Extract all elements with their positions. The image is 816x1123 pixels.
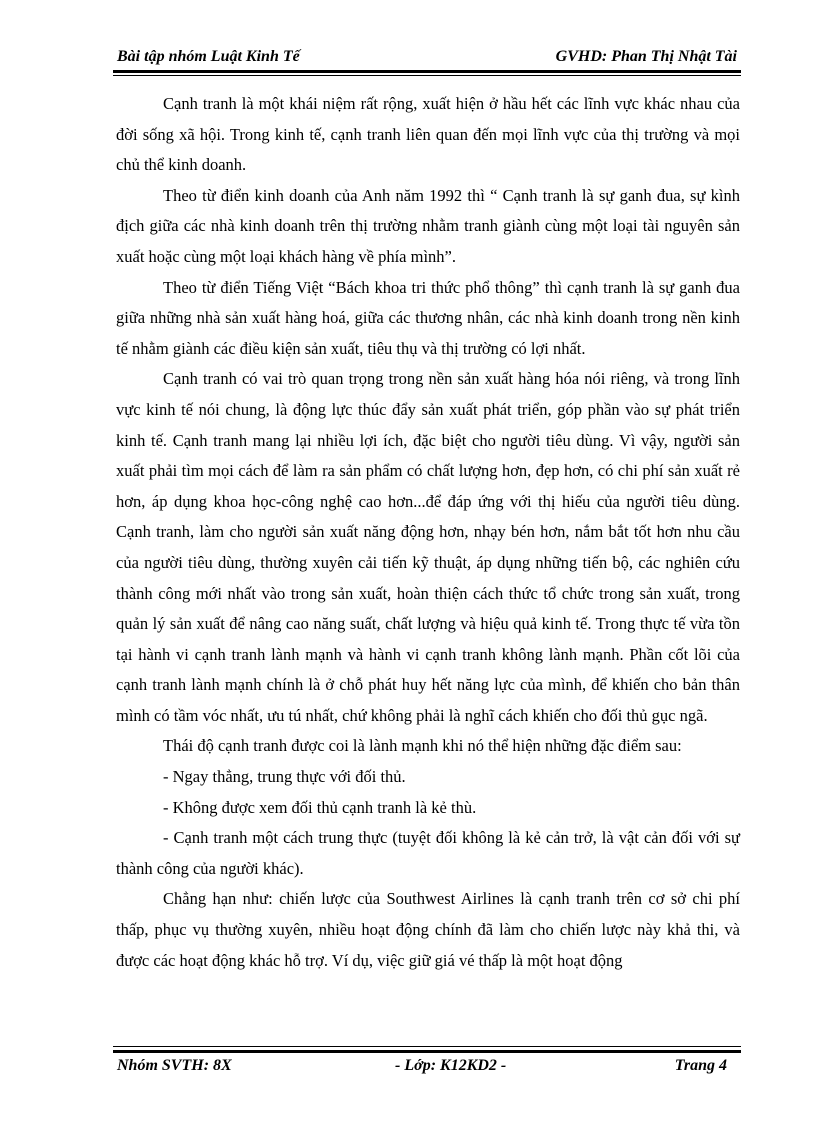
- footer-rule-thin: [113, 1046, 741, 1047]
- header-rule-thick: [113, 70, 741, 73]
- page-body: [116, 89, 740, 976]
- footer-class: - Lớp: K12KD2 -: [395, 1057, 507, 1074]
- list-item: - Cạnh tranh một cách trung thực (tuyệt đối không là kẻ cản trở, là vật cản đối với sự thành công của người khác).: [116, 828, 740, 878]
- header-course-title: Bài tập nhóm Luật Kinh Tế: [117, 48, 300, 65]
- page-number: Trang 4: [674, 1057, 727, 1074]
- paragraph-southwest-example: Chẳng hạn như: chiến lược của Southwest Airlines là cạnh tranh trên cơ sở chi phí thấp, phục vụ thường xuyên, nhiều hoạt động chính đã làm cho chiến lược này khả thi, và được các hoạt động khác hỗ trợ. Ví dụ, việc giữ giá vé thấp là một hoạt động: [116, 889, 740, 970]
- header-rule-thin: [113, 75, 741, 76]
- paragraph-english-dictionary: Theo từ điển kinh doanh của Anh năm 1992 thì “ Cạnh tranh là sự ganh đua, sự kình địch giữa các nhà kinh doanh trên thị trường nhằm tranh giành cùng một loại tài nguyên sản xuất hoặc cùng một loại khách hàng về phía mình”.: [116, 185, 740, 266]
- paragraph-vietnamese-dictionary: Theo từ điển Tiếng Việt “Bách khoa tri thức phổ thông” thì cạnh tranh là sự ganh đua giữa những nhà sản xuất hàng hoá, giữa các thương nhân, các nhà kinh doanh trong nền kinh tế nhằm giành các điều kiện sản xuất, tiêu thụ và thị trường có lợi nhất.: [116, 277, 740, 358]
- page-header: [113, 46, 741, 70]
- header-instructor: GVHD: Phan Thị Nhật Tài: [555, 48, 737, 65]
- paragraph-definition: Cạnh tranh là một khái niệm rất rộng, xuất hiện ở hầu hết các lĩnh vực khác nhau của đời sống xã hội. Trong kinh tế, cạnh tranh liên quan đến mọi lĩnh vực của thị trường và mọi chủ thể kinh doanh.: [116, 94, 740, 175]
- paragraph-role-of-competition: Cạnh tranh có vai trò quan trọng trong nền sản xuất hàng hóa nói riêng, và trong lĩnh vực kinh tế nói chung, là động lực thúc đẩy sản xuất phát triển, góp phần vào sự phát triển kinh tế. Cạnh tranh mang lại nhiều lợi ích, đặc biệt cho người tiêu dùng. Vì vậy, người sản xuất phải tìm mọi cách để làm ra sản phẩm có chất lượng hơn, đẹp hơn, có chi phí sản xuất rẻ hơn, áp dụng khoa học-công nghệ cao hơn...để đáp ứng với thị hiếu của người tiêu dùng. Cạnh tranh, làm cho người sản xuất năng động hơn, nhạy bén hơn, nắm bắt tốt hơn nhu cầu của người tiêu dùng, thường xuyên cải tiến kỹ thuật, áp dụng những tiến bộ, các nghiên cứu thành công mới nhất vào trong sản xuất, hoàn thiện cách thức tổ chức trong sản xuất, trong quản lý sản xuất để nâng cao năng suất, chất lượng và hiệu quả kinh tế. Trong thực tế vừa tồn tại hành vi cạnh tranh lành mạnh và hành vi cạnh tranh không lành mạnh. Phần cốt lõi của cạnh tranh lành mạnh chính là ở chỗ phát huy hết năng lực của mình, để khiến cho bản thân mình có tầm vóc nhất, ưu tú nhất, chứ không phải là nghĩ cách khiến cho đối thủ gục ngã.: [116, 369, 740, 725]
- footer-rule-thick: [113, 1050, 741, 1053]
- list-item: - Không được xem đối thủ cạnh tranh là kẻ thù.: [163, 797, 477, 817]
- list-item: - Ngay thẳng, trung thực với đối thủ.: [163, 767, 406, 787]
- paragraph-healthy-attitude: Thái độ cạnh tranh được coi là lành mạnh khi nó thể hiện những đặc điểm sau:: [163, 736, 682, 756]
- page-footer: [113, 1057, 741, 1081]
- footer-group: Nhóm SVTH: 8X: [117, 1057, 232, 1074]
